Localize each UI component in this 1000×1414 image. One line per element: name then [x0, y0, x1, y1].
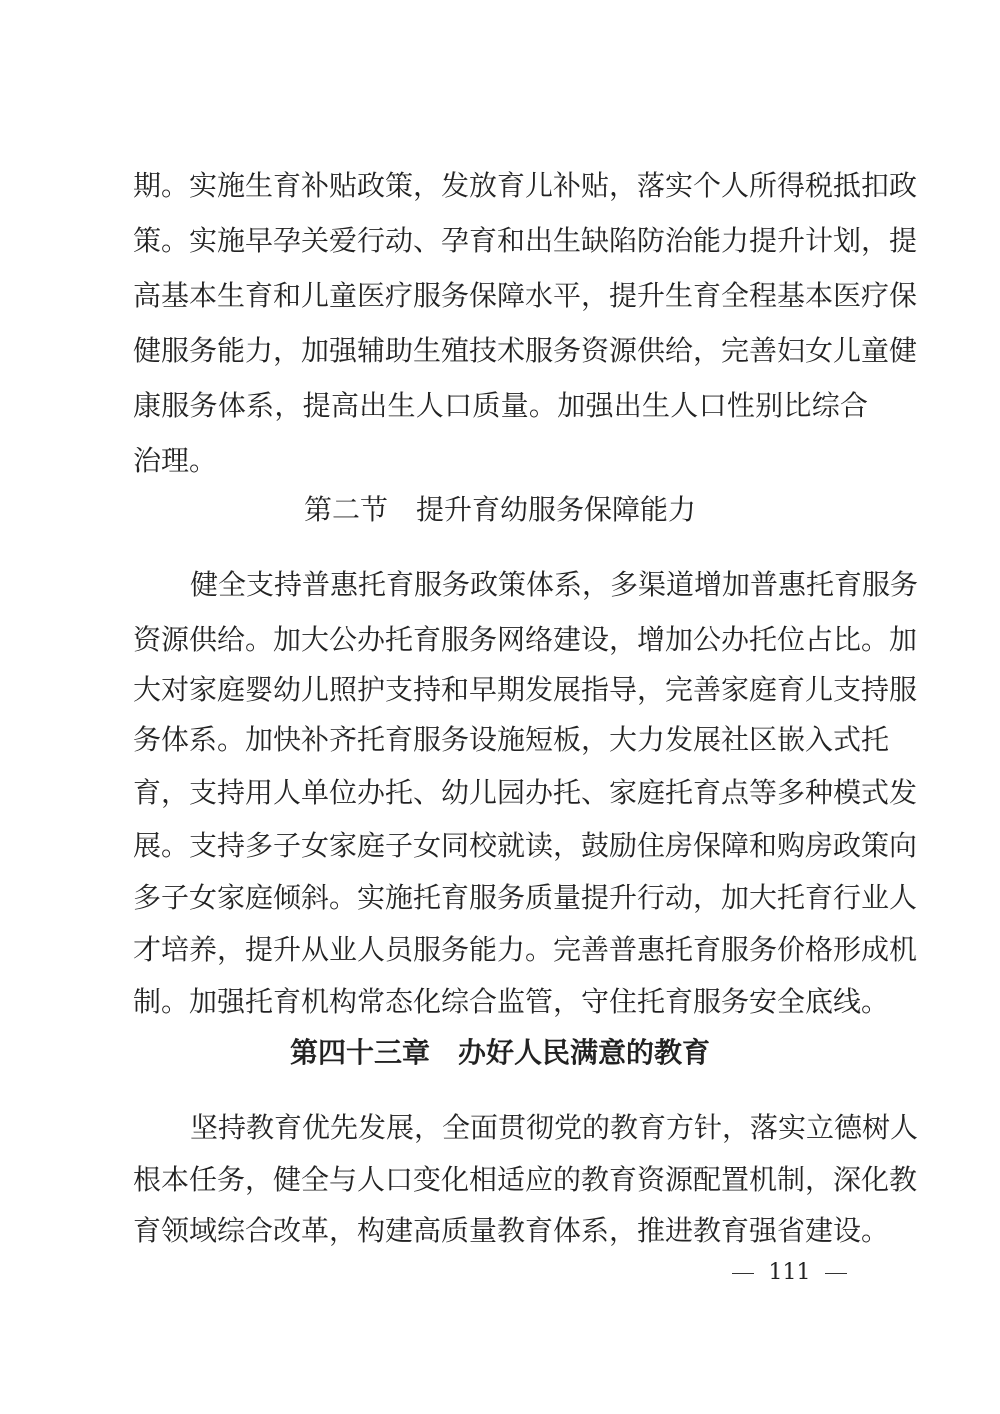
- page-number-footer: [732, 1258, 847, 1288]
- paragraph-line: 育，支持用人单位办托、幼儿园办托、家庭托育点等多种模式发: [133, 776, 918, 809]
- paragraph-line: 高基本生育和儿童医疗服务保障水平，提升生育全程基本医疗保: [133, 279, 918, 312]
- paragraph-line: 根本任务，健全与人口变化相适应的教育资源配置机制，深化教: [133, 1163, 918, 1196]
- paragraph-line: 健服务能力，加强辅助生殖技术服务资源供给，完善妇女儿童健: [133, 334, 918, 367]
- paragraph-line: 治理。: [133, 444, 218, 477]
- paragraph-line: 资源供给。加大公办托育服务网络建设，增加公办托位占比。加: [133, 623, 918, 656]
- paragraph-line: 育领域综合改革，构建高质量教育体系，推进教育强省建设。: [133, 1214, 890, 1247]
- paragraph-line: 多子女家庭倾斜。实施托育服务质量提升行动，加大托育行业人: [133, 881, 918, 914]
- dash-left: [732, 1273, 754, 1274]
- paragraph-line: 坚持教育优先发展，全面贯彻党的教育方针，落实立德树人: [190, 1111, 919, 1144]
- paragraph-line: 才培养，提升从业人员服务能力。完善普惠托育服务价格形成机: [133, 933, 918, 966]
- paragraph-line: 策。实施早孕关爱行动、孕育和出生缺陷防治能力提升计划，提: [133, 224, 918, 257]
- paragraph-line: 大对家庭婴幼儿照护支持和早期发展指导，完善家庭育儿支持服: [133, 673, 918, 706]
- section-title: 第二节 提升育幼服务保障能力: [303, 493, 696, 526]
- chapter-title: 第四十三章 办好人民满意的教育: [289, 1036, 710, 1069]
- paragraph-line: 务体系。加快补齐托育服务设施短板，大力发展社区嵌入式托: [133, 723, 890, 756]
- paragraph-line: 康服务体系，提高出生人口质量。加强出生人口性别比综合: [133, 389, 868, 422]
- paragraph-line: 制。加强托育机构常态化综合监管，守住托育服务安全底线。: [133, 985, 890, 1018]
- page-number: 111: [768, 1260, 811, 1285]
- dash-right: [825, 1273, 847, 1274]
- paragraph-line: 期。实施生育补贴政策，发放育儿补贴，落实个人所得税抵扣政: [133, 169, 918, 202]
- paragraph-line: 展。支持多子女家庭子女同校就读，鼓励住房保障和购房政策向: [133, 829, 918, 862]
- paragraph-line: 健全支持普惠托育服务政策体系，多渠道增加普惠托育服务: [190, 568, 919, 601]
